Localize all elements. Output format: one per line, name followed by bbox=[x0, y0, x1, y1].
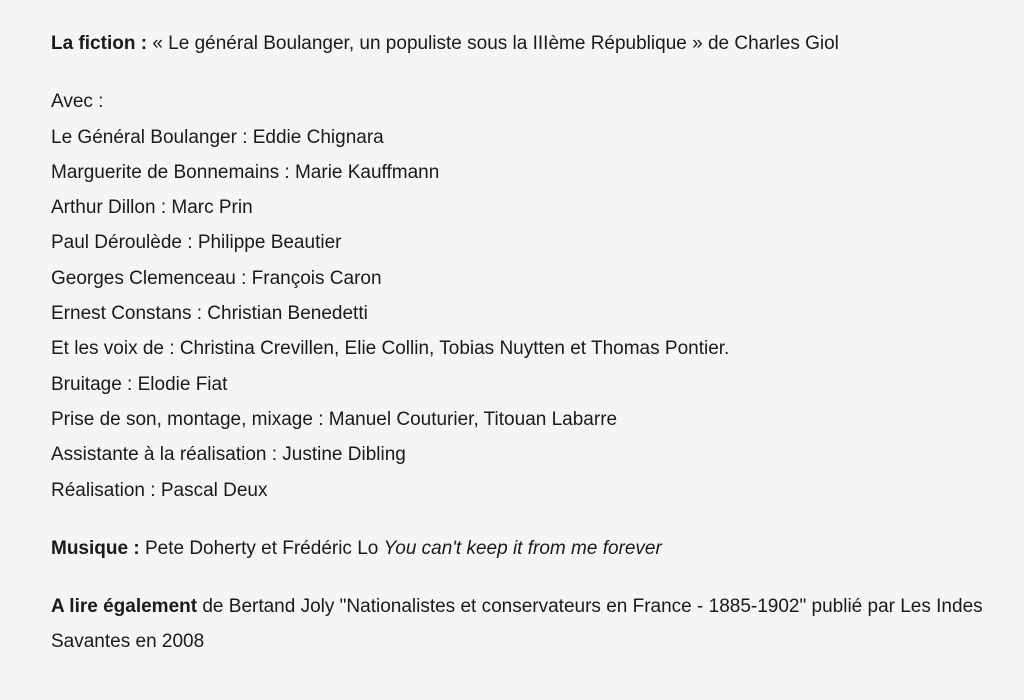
fiction-text: « Le général Boulanger, un populiste sous la IIIème République » de Charles Giol bbox=[147, 33, 839, 54]
credit-line: Réalisation : Pascal Deux bbox=[51, 479, 268, 501]
credit-line: Et les voix de : Christina Crevillen, Elie Collin, Tobias Nuytten et Thomas Pontier. bbox=[51, 338, 730, 360]
credit-line: Paul Déroulède : Philippe Beautier bbox=[51, 232, 342, 254]
credits-intro: Avec : bbox=[51, 91, 104, 113]
credit-line: Ernest Constans : Christian Benedetti bbox=[51, 303, 368, 325]
credit-line: Le Général Boulanger : Eddie Chignara bbox=[51, 126, 384, 148]
credit-line: Assistante à la réalisation : Justine Dibling bbox=[51, 444, 406, 466]
music-label: Musique : bbox=[51, 537, 140, 559]
credit-line: Bruitage : Elodie Fiat bbox=[51, 373, 228, 395]
reading-paragraph bbox=[51, 589, 991, 660]
music-title: You can't keep it from me forever bbox=[383, 537, 662, 559]
fiction-paragraph bbox=[51, 26, 991, 61]
music-text: Pete Doherty et Frédéric Lo bbox=[139, 537, 384, 559]
credit-line: Marguerite de Bonnemains : Marie Kauffmann bbox=[51, 161, 440, 183]
article-body bbox=[51, 26, 991, 660]
reading-text: de Bertand Joly "Nationalistes et conservateurs en France - 1885-1902" publié par Les Indes Savantes en 2008 bbox=[51, 596, 983, 653]
credit-line: Arthur Dillon : Marc Prin bbox=[51, 197, 253, 219]
reading-label: A lire également bbox=[51, 596, 198, 618]
credit-line: Georges Clemenceau : François Caron bbox=[51, 267, 382, 289]
credit-line: Prise de son, montage, mixage : Manuel Couturier, Titouan Labarre bbox=[51, 408, 618, 430]
music-paragraph bbox=[51, 531, 991, 566]
fiction-label: La fiction : bbox=[51, 33, 148, 54]
credits-block bbox=[51, 84, 991, 508]
